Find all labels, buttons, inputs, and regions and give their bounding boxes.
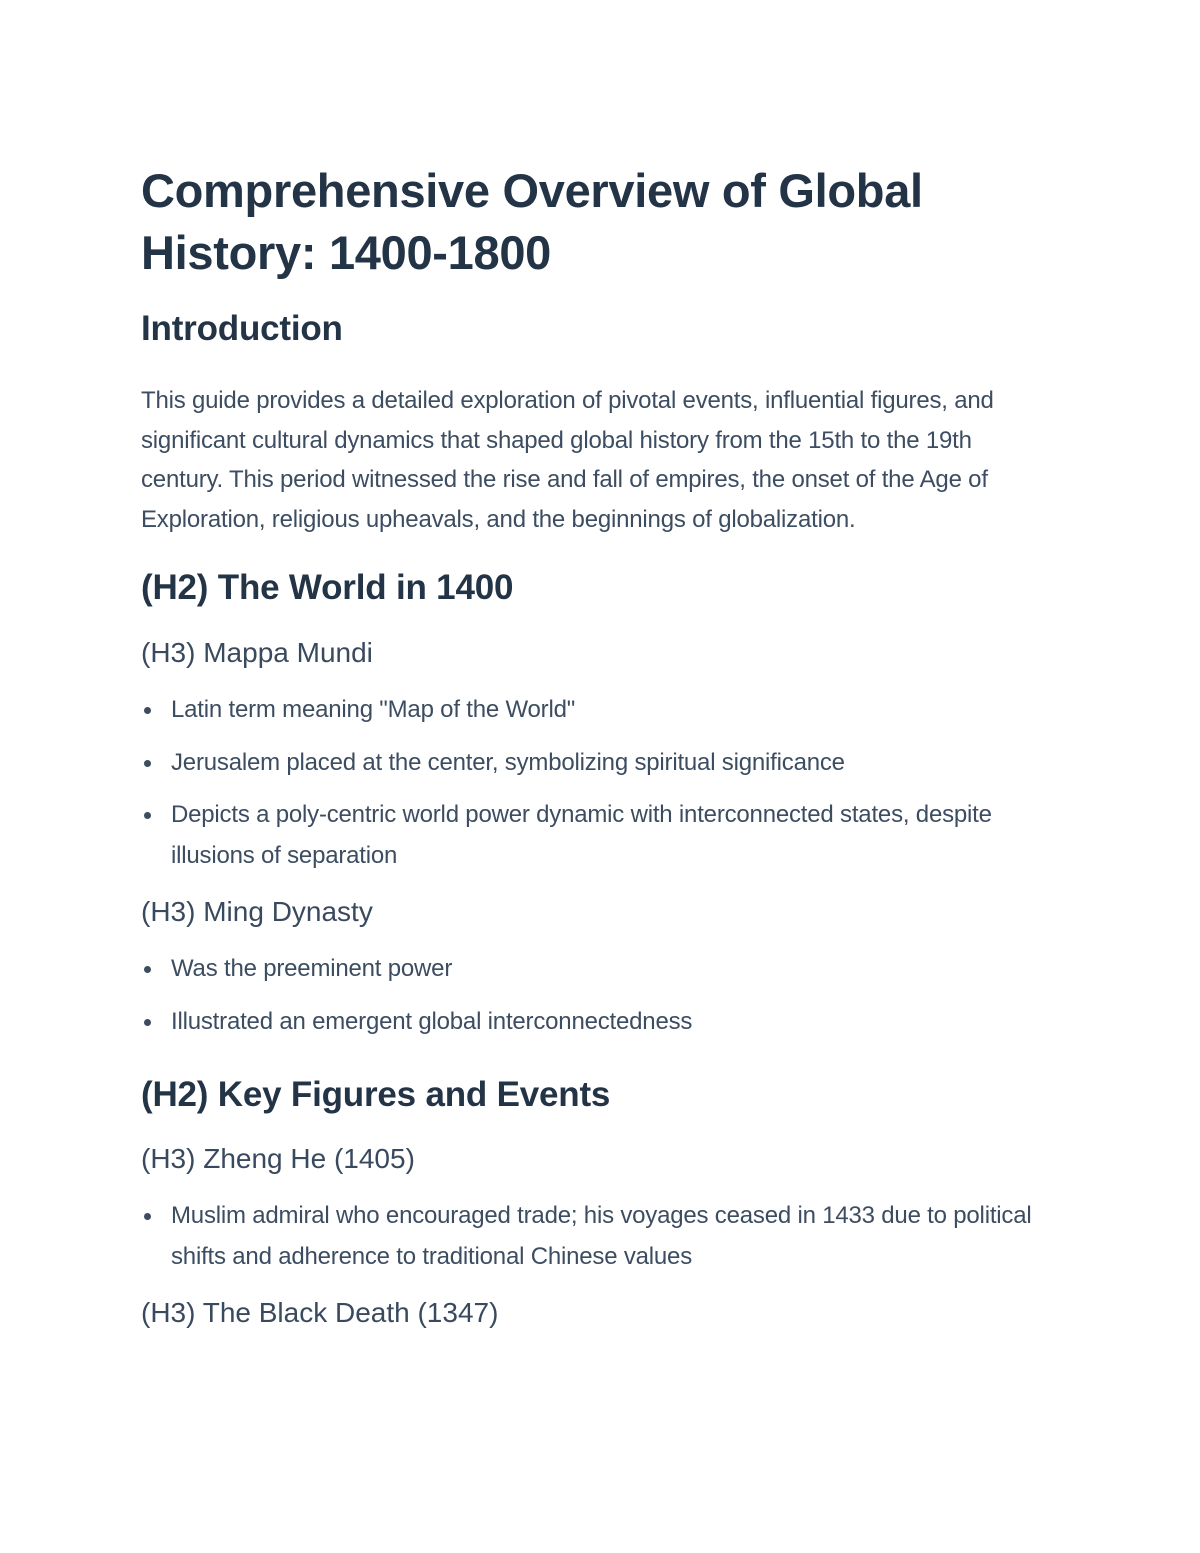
subsection-heading-black-death: (H3) The Black Death (1347) <box>141 1297 499 1328</box>
list-item <box>141 1196 1051 1277</box>
bullet-dot <box>144 707 151 714</box>
list-item <box>141 690 1051 731</box>
subsection-heading-ming-dynasty: (H3) Ming Dynasty <box>141 896 373 927</box>
introduction-paragraph: This guide provides a detailed exploration of pivotal events, influential figures, and significant cultural dynamics that shaped global history from the 15th to the 19th century. This period witnessed the rise and fall of empires, the onset of the Age of Exploration, religious upheavals, and the beginnings of globalization. <box>141 387 994 533</box>
zheng-he-list <box>141 1196 1051 1277</box>
list-item <box>141 743 1051 784</box>
bullet-dot <box>144 760 151 767</box>
list-item-text: Jerusalem placed at the center, symbolizing spiritual significance <box>171 748 845 776</box>
bullet-dot <box>144 966 151 973</box>
bullet-dot <box>144 812 151 819</box>
list-item-text: Was the preeminent power <box>171 955 453 982</box>
list-item <box>141 795 1051 876</box>
subsection-heading-zheng-he: (H3) Zheng He (1405) <box>141 1143 415 1174</box>
bullet-dot <box>144 1213 151 1220</box>
list-item-text: Muslim admiral who encouraged trade; his voyages ceased in 1433 due to political shifts and adherence to traditional Chinese values <box>171 1202 1032 1270</box>
list-item-text: Latin term meaning "Map of the World" <box>171 696 576 723</box>
document-page <box>141 160 1051 1332</box>
section-heading-key-figures: (H2) Key Figures and Events <box>141 1075 611 1114</box>
mappa-mundi-list <box>141 690 1051 876</box>
ming-dynasty-list <box>141 949 1051 1042</box>
subsection-heading-mappa-mundi: (H3) Mappa Mundi <box>141 637 373 668</box>
list-item <box>141 949 1051 990</box>
list-item-text: Depicts a poly-centric world power dynamic with interconnected states, despite illusions of separation <box>171 801 992 869</box>
section-heading-world-1400: (H2) The World in 1400 <box>141 568 514 607</box>
document-title: Comprehensive Overview of Global History: 1400-1800 <box>141 164 923 279</box>
introduction-heading: Introduction <box>141 309 343 348</box>
list-item <box>141 1002 1051 1043</box>
bullet-dot <box>144 1019 151 1026</box>
list-item-text: Illustrated an emergent global interconnectedness <box>171 1007 693 1035</box>
